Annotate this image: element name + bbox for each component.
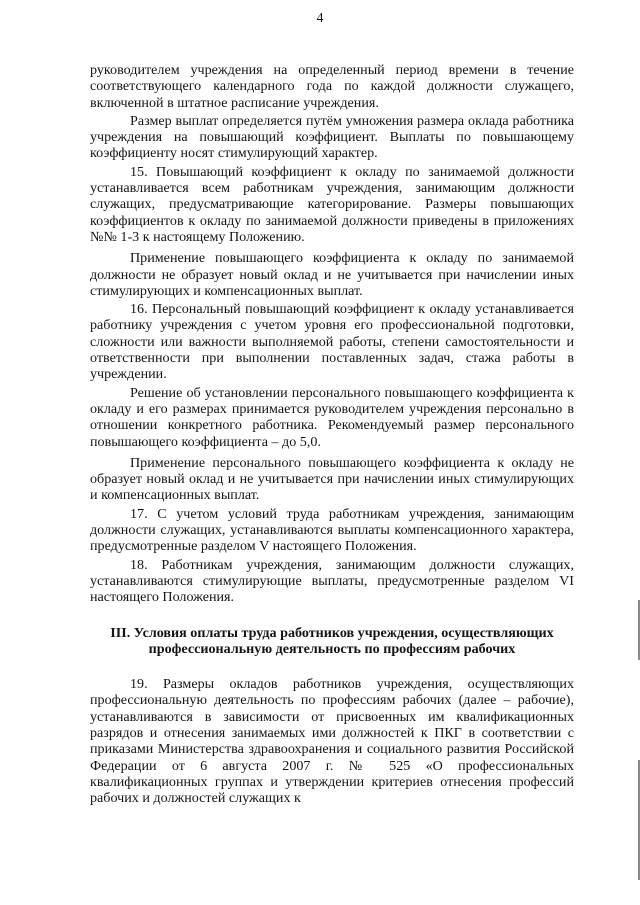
- paragraph-payment-size: Размер выплат определяется путём умножения размера оклада работника учреждения на повышающий коэффициент. Выплаты по повышающему коэффициенту носят стимулирующий характер.: [90, 112, 574, 162]
- paragraph-18: 18. Работникам учреждения, занимающим должности служащих, устанавливаются стимулирующие выплаты, предусмотренные разделом VI настоящего Положения.: [90, 556, 574, 606]
- paragraph-15-application: Применение повышающего коэффициента к окладу по занимаемой должности не образует новый оклад и не учитывается при начислении иных стимулирующих и компенсационных выплат.: [90, 250, 574, 299]
- paragraph-16-application: Применение персонального повышающего коэффициента к окладу не образует новый оклад и не учитывается при начислении иных стимулирующих и компенсационных выплат.: [90, 454, 574, 504]
- paragraph-17: 17. С учетом условий труда работникам учреждения, занимающим должности служащих, устанавливаются выплаты компенсационного характера, предусмотренные разделом V настоящего Положения.: [90, 505, 574, 555]
- paragraph-19: 19. Размеры окладов работников учреждения, осуществляющих профессиональную деятельность по профессиям рабочих (далее – рабочие), устанавливаются в зависимости от присвоенных им квалификационных разрядов и отнесения занимаемых ими должностей к ПКГ в соответствии с приказами Министерства здравоохранения и социального развития Российской Федерации от 6 августа 2007 г. № 525 «О профессиональных квалификационных группах и утверждении критериев отнесения профессий рабочих и должностей служащих к: [90, 676, 574, 807]
- paragraph-15: 15. Повышающий коэффициент к окладу по занимаемой должности устанавливается всем работникам учреждения, занимающим должности служащих, предусматривающие категорирование. Размеры повышающих коэффициентов к окладу по занимаемой должности приведены в приложениях №№ 1-3 к настоящему Положению.: [90, 163, 574, 245]
- paragraph-16-decision: Решение об установлении персонального повышающего коэффициента к окладу и его размерах принимается руководителем учреждения персонально в отношении конкретного работника. Рекомендуемый размер персонального повышающего коэффициента – до 5,0.: [90, 384, 574, 450]
- section-title-iii: III. Условия оплаты труда работников учреждения, осуществляющих профессиональную деятельность по профессиям рабочих: [110, 624, 554, 657]
- page-number: 4: [316, 11, 324, 26]
- paragraph-16: 16. Персональный повышающий коэффициент к окладу устанавливается работнику учреждения с учетом уровня его профессиональной подготовки, сложности или важности выполняемой работы, степени самостоятельности и ответственности при выполнении поставленных задач, стажа работы в учреждении.: [90, 301, 574, 383]
- paragraph-continuation: руководителем учреждения на определенный период времени в течение соответствующего календарного года по каждой должности служащего, включенной в штатное расписание учреждения.: [90, 62, 574, 111]
- document-body: [90, 62, 574, 806]
